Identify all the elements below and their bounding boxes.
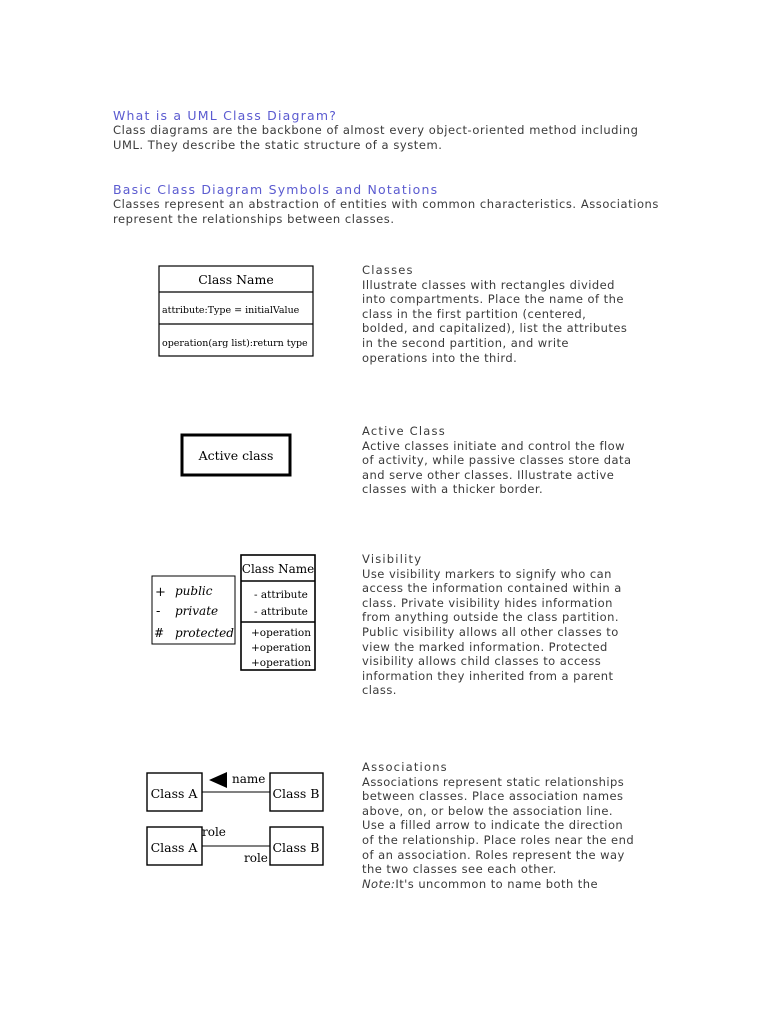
basics-line-1: Classes represent an abstraction of entities with common characteristics. Associations — [113, 197, 659, 211]
classes-line-4: bolded, and capitalized), list the attributes — [362, 321, 628, 336]
visibility-line-5: Public visibility allows all other classes to — [362, 624, 619, 639]
assoc-direction-arrow-icon — [209, 772, 227, 788]
active-line-1: Active classes initiate and control the flow — [362, 438, 625, 453]
visibility-line-4: from anything outside the class partition. — [362, 610, 619, 625]
active-line-4: classes with a thicker border. — [362, 482, 544, 497]
classes-title: Classes — [362, 263, 414, 277]
visibility-operation-2: +operation — [251, 642, 311, 654]
associations-line-3: above, on, or below the association line. — [362, 803, 613, 818]
assoc-class-b-bottom-label: Class B — [272, 840, 320, 855]
visibility-line-6: view the marked information. Protected — [362, 639, 608, 654]
visibility-line-1: Use visibility markers to signify who can — [362, 566, 612, 581]
classes-line-3: class in the first partition (centered, — [362, 306, 587, 321]
active-description — [362, 424, 662, 497]
associations-figure — [140, 765, 330, 870]
visibility-description — [362, 552, 662, 698]
associations-description — [362, 760, 662, 891]
classes-description — [362, 263, 662, 365]
assoc-role-label-bottom: role — [244, 851, 268, 865]
visibility-operation-3: +operation — [251, 657, 311, 669]
basics-heading: Basic Class Diagram Symbols and Notations — [113, 182, 439, 197]
legend-symbol-public: + — [155, 585, 166, 600]
visibility-line-7: visibility allows child classes to access — [362, 654, 602, 669]
basics-line-2: represent the relationships between classes. — [113, 211, 395, 226]
classes-line-1: Illustrate classes with rectangles divided — [362, 277, 615, 292]
note-label: Note: — [362, 876, 396, 891]
legend-word-private: private — [175, 604, 219, 618]
visibility-figure — [145, 550, 325, 675]
visibility-operation-1: +operation — [251, 627, 311, 639]
active-line-2: of activity, while passive classes store data — [362, 453, 632, 468]
visibility-line-8: information they inherited from a parent — [362, 668, 614, 683]
legend-word-protected: protected — [175, 626, 234, 640]
legend-symbol-private: - — [156, 604, 161, 619]
associations-line-4: Use a filled arrow to indicate the direction — [362, 818, 624, 833]
associations-line-7: the two classes see each other. — [362, 862, 557, 877]
class-name-label: Class Name — [198, 272, 274, 287]
classes-line-2: into compartments. Place the name of the — [362, 292, 624, 307]
visibility-attribute-1: - attribute — [254, 589, 308, 601]
assoc-class-a-bottom-label: Class A — [150, 840, 198, 855]
associations-line-2: between classes. Place association names — [362, 789, 624, 804]
note-text: It's uncommon to name both the — [395, 876, 599, 891]
associations-line-1: Associations represent static relationships — [362, 774, 625, 789]
classes-line-6: operations into the third. — [362, 350, 518, 365]
intro-heading: What is a UML Class Diagram? — [113, 108, 338, 123]
class-operation-label: operation(arg list):return type — [162, 338, 308, 349]
active-class-label: Active class — [198, 448, 274, 463]
associations-note — [362, 877, 662, 892]
associations-line-6: of an association. Roles represent the way — [362, 847, 625, 862]
legend-symbol-protected: # — [154, 626, 165, 640]
assoc-role-label-top: role — [202, 825, 226, 839]
visibility-line-9: class. — [362, 683, 397, 698]
classes-line-5: in the second partition, and write — [362, 335, 569, 350]
intro-line-2: UML. They describe the static structure of a system. — [113, 137, 443, 152]
active-line-3: and serve other classes. Illustrate active — [362, 467, 615, 482]
intro-section — [113, 108, 673, 152]
class-diagram-figure — [150, 260, 330, 370]
visibility-attribute-2: - attribute — [254, 606, 308, 618]
active-title: Active Class — [362, 424, 446, 438]
visibility-line-3: class. Private visibility hides information — [362, 595, 613, 610]
assoc-class-b-top-label: Class B — [272, 786, 320, 801]
associations-line-5: of the relationship. Place roles near the end — [362, 832, 635, 847]
legend-word-public: public — [175, 584, 213, 598]
visibility-class-name: Class Name — [241, 562, 315, 576]
assoc-name-label: name — [232, 772, 266, 786]
intro-line-1: Class diagrams are the backbone of almost every object-oriented method including — [113, 123, 639, 137]
assoc-class-a-top-label: Class A — [150, 786, 198, 801]
visibility-line-2: access the information contained within a — [362, 581, 622, 596]
visibility-title: Visibility — [362, 552, 423, 566]
active-class-figure — [175, 428, 300, 482]
associations-title: Associations — [362, 760, 448, 774]
basics-section — [113, 182, 673, 226]
class-attribute-label: attribute:Type = initialValue — [162, 305, 300, 316]
